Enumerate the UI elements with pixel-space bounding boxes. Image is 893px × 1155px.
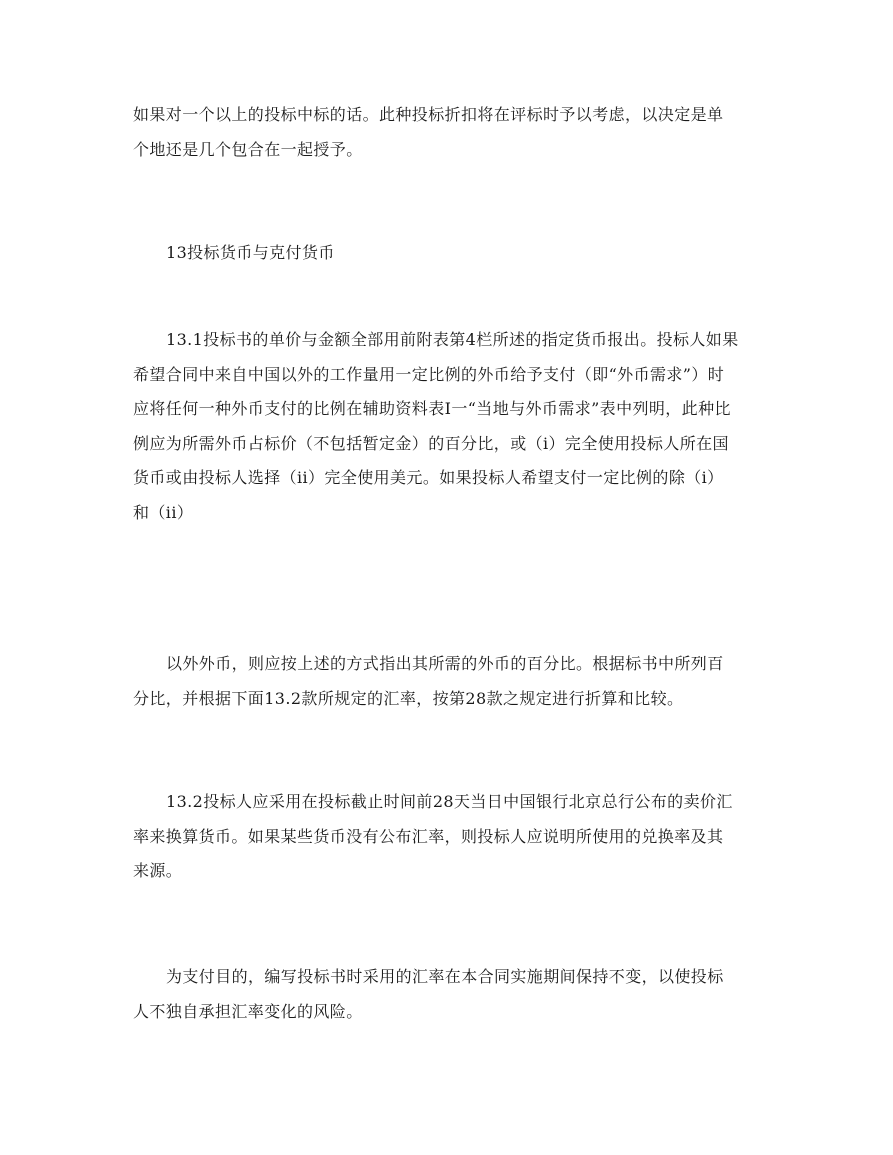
text-line: 率来换算货币。如果某些货币没有公布汇率，则投标人应说明所使用的兑换率及其 — [133, 826, 724, 846]
text-line: 个地还是几个包合在一起授予。 — [133, 139, 363, 159]
text-line: 应将任何一种外币支付的比例在辅助资料表I一“当地与外币需求”表中列明，此种比 — [133, 399, 731, 418]
section-heading-currency — [133, 236, 773, 271]
text-line: 来源。 — [133, 861, 183, 880]
text-line: 货币或由投标人选择（ii）完全使用美元。如果投标人希望支付一定比例的除（i） — [133, 468, 724, 487]
text-line: 为支付目的，编写投标书时采用的汇率在本合同实施期间保持不变，以使投标 — [166, 967, 724, 986]
text-line: 例应为所需外币占标价（不包括暂定金）的百分比，或（i）完全使用投标人所在国 — [133, 433, 729, 453]
paragraph-exchange-rate-fixed — [133, 960, 773, 1029]
text-line: 分比，并根据下面13.2款所规定的汇率，按第28款之规定进行折算和比较。 — [133, 688, 684, 708]
text-line: 13.1投标书的单价与金额全部用前附表第4栏所述的指定货币报出。投标人如果 — [166, 330, 739, 349]
text-line: 如果对一个以上的投标中标的话。此种投标折扣将在评标时予以考虑，以决定是单 — [133, 105, 724, 124]
text-line: 13.2投标人应采用在投标截止时间前28天当日中国银行北京总行公布的卖价汇 — [166, 792, 733, 811]
paragraph-clause-13-2 — [133, 785, 773, 889]
paragraph-discount-consideration — [133, 98, 773, 167]
text-line: 和（ii） — [133, 502, 194, 522]
text-line: 以外外币，则应按上述的方式指出其所需的外币的百分比。根据标书中所列百 — [166, 654, 724, 673]
paragraph-foreign-currency-percentage — [133, 647, 773, 716]
text-line: 希望合同中来自中国以外的工作量用一定比例的外币给予支付（即“外币需求”）时 — [133, 364, 725, 384]
section-heading-text: 13投标货币与克付货币 — [166, 243, 335, 262]
paragraph-clause-13-1 — [133, 323, 773, 530]
text-line: 人不独自承担汇率变化的风险。 — [133, 1001, 363, 1021]
